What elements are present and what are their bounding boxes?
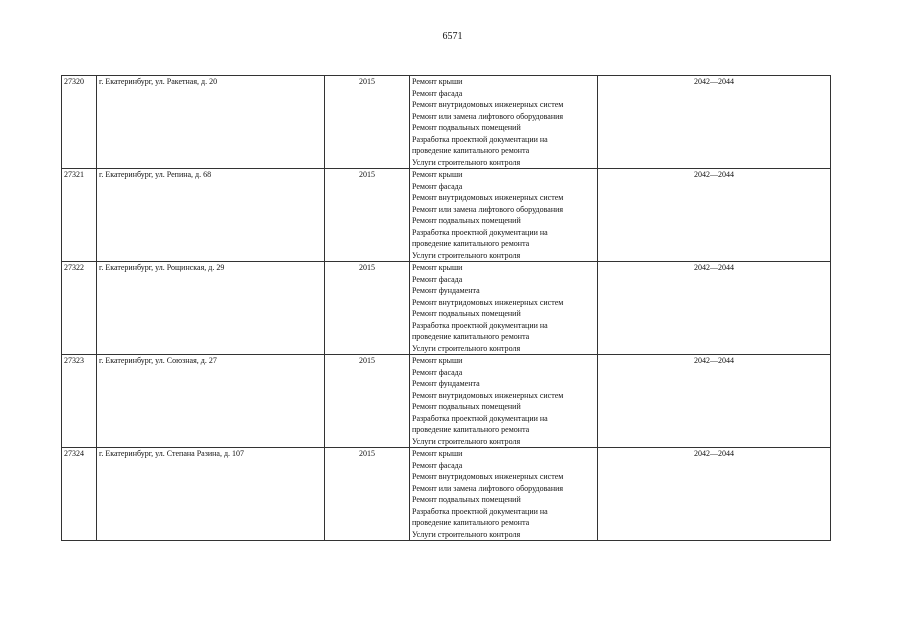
works-cell: [410, 169, 598, 262]
work-item: Ремонт или замена лифтового оборудования: [412, 204, 564, 214]
work-item: Услуги строительного контроля: [412, 436, 521, 446]
work-item: Ремонт фасада: [412, 460, 463, 470]
works-cell: [410, 355, 598, 448]
work-item: Услуги строительного контроля: [412, 157, 521, 167]
work-item: Ремонт фундамента: [412, 286, 480, 295]
work-item: Разработка проектной документации на: [412, 320, 548, 330]
work-item: проведение капитального ремонта: [412, 239, 530, 248]
work-item: Ремонт внутридомовых инженерных систем: [412, 193, 564, 202]
work-item: Ремонт фундамента: [412, 379, 480, 388]
work-item: Ремонт подвальных помещений: [412, 216, 521, 225]
work-item: Разработка проектной документации на: [412, 227, 548, 237]
work-item: проведение капитального ремонта: [412, 146, 530, 155]
period-cell: 2042—2044: [598, 262, 831, 355]
work-item: Услуги строительного контроля: [412, 529, 521, 539]
period-cell: 2042—2044: [598, 169, 831, 262]
table-row: [62, 355, 831, 448]
table-row: [62, 169, 831, 262]
address-cell: г. Екатеринбург, ул. Рощинская, д. 29: [97, 262, 325, 355]
work-item: проведение капитального ремонта: [412, 332, 530, 341]
row-number-cell: 27321: [62, 169, 97, 262]
row-number-cell: 27323: [62, 355, 97, 448]
year-cell: 2015: [325, 448, 410, 541]
table-row: [62, 76, 831, 169]
work-item: Ремонт или замена лифтового оборудования: [412, 483, 564, 493]
work-item: Ремонт внутридомовых инженерных систем: [412, 390, 564, 400]
period-cell: 2042—2044: [598, 448, 831, 541]
work-item: Ремонт крыши: [412, 263, 463, 272]
work-item: Ремонт фасада: [412, 181, 463, 191]
work-item: Ремонт фасада: [412, 367, 463, 377]
table-row: [62, 262, 831, 355]
works-cell: [410, 262, 598, 355]
row-number-cell: 27324: [62, 448, 97, 541]
address-cell: г. Екатеринбург, ул. Степана Разина, д. 107: [97, 448, 325, 541]
work-item: Разработка проектной документации на: [412, 413, 548, 423]
row-number-cell: 27320: [62, 76, 97, 169]
work-item: Ремонт крыши: [412, 170, 463, 179]
works-cell: [410, 76, 598, 169]
period-cell: 2042—2044: [598, 355, 831, 448]
year-cell: 2015: [325, 169, 410, 262]
work-item: Разработка проектной документации на: [412, 506, 548, 516]
works-cell: [410, 448, 598, 541]
work-item: Разработка проектной документации на: [412, 134, 548, 144]
work-item: Ремонт крыши: [412, 356, 463, 365]
work-item: Ремонт подвальных помещений: [412, 309, 521, 318]
work-item: Ремонт внутридомовых инженерных систем: [412, 297, 564, 307]
work-item: Ремонт крыши: [412, 77, 463, 86]
work-item: Услуги строительного контроля: [412, 343, 521, 353]
work-item: проведение капитального ремонта: [412, 518, 530, 527]
registry-table-body: [62, 76, 831, 541]
work-item: Ремонт подвальных помещений: [412, 495, 521, 504]
year-cell: 2015: [325, 76, 410, 169]
period-cell: 2042—2044: [598, 76, 831, 169]
work-item: Ремонт подвальных помещений: [412, 123, 521, 132]
year-cell: 2015: [325, 355, 410, 448]
address-cell: г. Екатеринбург, ул. Ракетная, д. 20: [97, 76, 325, 169]
work-item: проведение капитального ремонта: [412, 425, 530, 434]
address-cell: г. Екатеринбург, ул. Репина, д. 68: [97, 169, 325, 262]
work-item: Услуги строительного контроля: [412, 250, 521, 260]
work-item: Ремонт подвальных помещений: [412, 402, 521, 411]
table-row: [62, 448, 831, 541]
page-number: 6571: [442, 31, 463, 42]
year-cell: 2015: [325, 262, 410, 355]
work-item: Ремонт фасада: [412, 88, 463, 98]
work-item: Ремонт фасада: [412, 274, 463, 284]
work-item: Ремонт крыши: [412, 449, 463, 458]
work-item: Ремонт внутридомовых инженерных систем: [412, 472, 564, 481]
registry-table: [61, 75, 831, 541]
work-item: Ремонт или замена лифтового оборудования: [412, 111, 564, 121]
address-cell: г. Екатеринбург, ул. Союзная, д. 27: [97, 355, 325, 448]
row-number-cell: 27322: [62, 262, 97, 355]
work-item: Ремонт внутридомовых инженерных систем: [412, 100, 564, 109]
